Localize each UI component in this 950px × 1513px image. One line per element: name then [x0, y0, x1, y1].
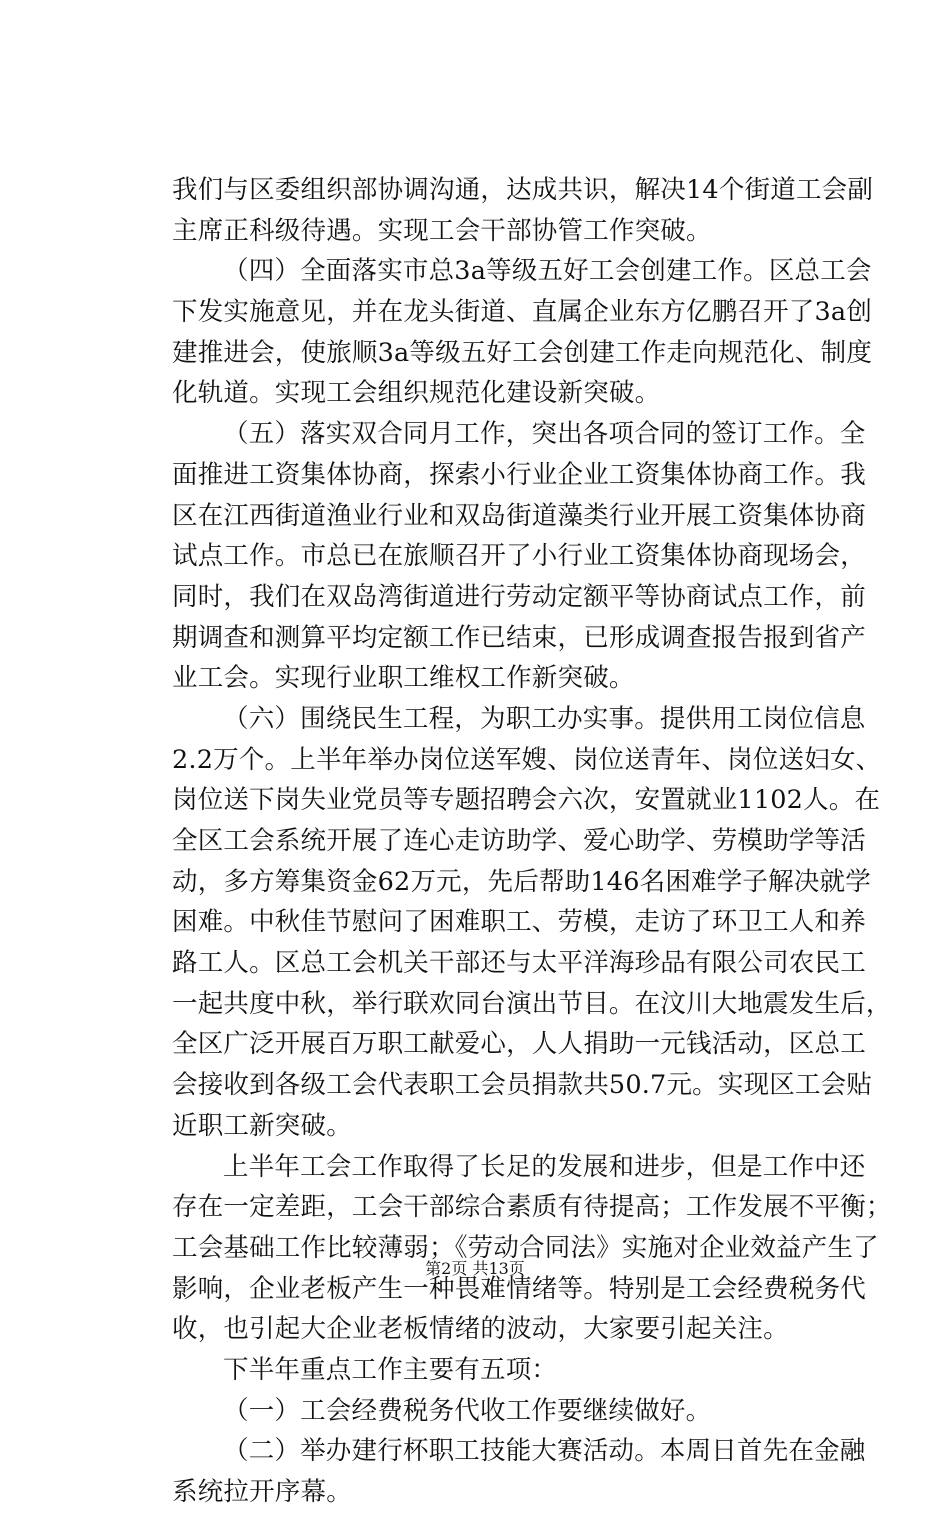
- text-line: 业工会。实现行业职工维权工作新突破。: [172, 663, 635, 694]
- text-line: 会接收到各级工会代表职工会员捐款共50.7元。实现区工会贴: [172, 1070, 873, 1101]
- text-line: 全区广泛开展百万职工献爱心，人人捐助一元钱活动，区总工: [172, 1029, 866, 1060]
- text-line: 岗位送下岗失业党员等专题招聘会六次，安置就业1102人。在: [172, 785, 881, 816]
- paragraph-start-line: （六）围绕民生工程，为职工办实事。提供用工岗位信息: [223, 703, 866, 734]
- text-line: 主席正科级待遇。实现工会干部协管工作突破。: [172, 215, 712, 246]
- text-line: 建推进会，使旅顺3a等级五好工会创建工作走向规范化、制度: [172, 337, 873, 368]
- text-line: 系统拉开序幕。: [172, 1477, 352, 1507]
- paragraph-start-line: 下半年重点工作主要有五项：: [223, 1354, 558, 1385]
- text-line: 试点工作。市总已在旅顺召开了小行业工资集体协商现场会，: [172, 541, 866, 572]
- text-line: 同时，我们在双岛湾街道进行劳动定额平等协商试点工作，前: [172, 581, 866, 612]
- text-line: 收，也引起大企业老板情绪的波动，大家要引起关注。: [172, 1314, 789, 1345]
- text-line: 全区工会系统开展了连心走访助学、爱心助学、劳模助学等活: [172, 826, 866, 856]
- text-line: 存在一定差距，工会干部综合素质有待提高；工作发展不平衡；: [172, 1192, 892, 1223]
- text-line: 区在江西街道渔业行业和双岛街道藻类行业开展工资集体协商: [172, 500, 866, 531]
- text-line: 近职工新突破。: [172, 1110, 352, 1141]
- text-line: 化轨道。实现工会组织规范化建设新突破。: [172, 378, 661, 409]
- paragraph-start-line: （一）工会经费税务代收工作要继续做好。: [223, 1395, 712, 1426]
- paragraph-start-line: （四）全面落实市总3a等级五好工会创建工作。区总工会: [223, 256, 872, 287]
- page-number-footer: 第2页 共13页: [425, 1259, 525, 1278]
- text-line: 面推进工资集体协商，探索小行业企业工资集体协商工作。我: [172, 459, 866, 490]
- text-line: 期调查和测算平均定额工作已结束，已形成调查报告报到省产: [172, 622, 866, 653]
- text-line: 我们与区委组织部协调沟通，达成共识，解决14个街道工会副: [172, 175, 874, 205]
- text-line: 困难。中秋佳节慰问了困难职工、劳模，走访了环卫工人和养: [172, 907, 866, 938]
- text-line: 路工人。区总工会机关干部还与太平洋海珍品有限公司农民工: [172, 948, 866, 979]
- paragraph-start-line: （五）落实双合同月工作，突出各项合同的签订工作。全: [223, 419, 866, 450]
- text-line: 2.2万个。上半年举办岗位送军嫂、岗位送青年、岗位送妇女、: [172, 744, 882, 775]
- text-line: 一起共度中秋，举行联欢同台演出节目。在汶川大地震发生后，: [172, 988, 892, 1019]
- text-line: 动，多方筹集资金62万元，先后帮助146名困难学子解决就学: [172, 866, 871, 897]
- document-body: [172, 170, 892, 1513]
- paragraph-start-line: （二）举办建行杯职工技能大赛活动。本周日首先在金融: [223, 1436, 866, 1467]
- paragraph-start-line: 上半年工会工作取得了长足的发展和进步，但是工作中还: [223, 1151, 866, 1182]
- text-line: 下发实施意见，并在龙头街道、直属企业东方亿鹏召开了3a创: [172, 297, 873, 328]
- text-line: 影响，企业老板产生一种畏难情绪等。特别是工会经费税务代: [172, 1273, 866, 1304]
- text-line: 工会基础工作比较薄弱；《劳动合同法》实施对企业效益产生了: [172, 1232, 879, 1263]
